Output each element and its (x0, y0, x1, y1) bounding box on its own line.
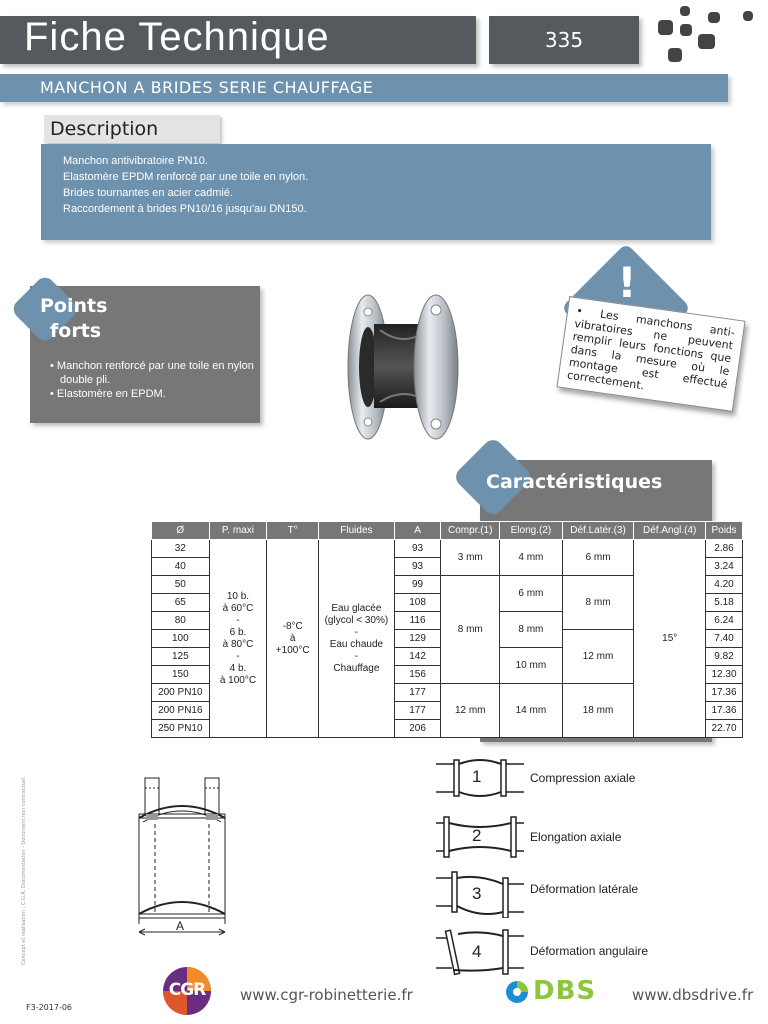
list-item: • Manchon renforcé par une toile en nylon double pli. (50, 360, 254, 386)
table-row: 32 10 b. à 60°C - 6 b. à 80°C - 4 b. à 100°C -8°C à +100°C Eau glacée (glycol < 30%) - Eau chaude - Chauffage 93 3 mm 4 mm 6 mm 15° 2.86 (152, 540, 743, 558)
website-cgr-link[interactable]: www.cgr-robinetterie.fr (240, 986, 413, 1004)
movement-label: Déformation latérale (530, 882, 639, 896)
table-row: 80 116 8 mm 6.24 (152, 612, 743, 630)
column-header: Déf.Angl.(4) (634, 522, 706, 540)
movement-number: 4 (472, 942, 482, 961)
product-subtitle: MANCHON A BRIDES SERIE CHAUFFAGE (40, 78, 374, 97)
column-header: Poids (706, 522, 743, 540)
column-header: Ø (152, 522, 210, 540)
column-header: P. maxi (209, 522, 267, 540)
movement-label: Elongation axiale (530, 830, 622, 844)
table-row: 100 129 12 mm 7.40 (152, 630, 743, 648)
reference-number: 335 (489, 16, 639, 64)
cgr-logo (162, 966, 212, 1016)
movement-label: Déformation angulaire (530, 944, 649, 958)
dimension-label: A (176, 919, 185, 933)
table-row: 200 PN16 177 17.36 (152, 702, 743, 720)
description-text (63, 153, 308, 217)
dbs-logo-text: DBS (533, 976, 597, 1006)
table-row: 150 156 12.30 (152, 666, 743, 684)
column-header: Compr.(1) (441, 522, 500, 540)
page-title: Fiche Technique (24, 15, 330, 59)
technical-drawing (125, 774, 235, 940)
pmaxi-cell: 10 b. à 60°C - 6 b. à 80°C - 4 b. à 100°C (209, 540, 267, 738)
dbs-logo (505, 978, 609, 1004)
description-line: Manchon antivibratoire PN10. (63, 155, 208, 167)
warning-icon: ! (617, 258, 637, 307)
table-row: 250 PN10 206 22.70 (152, 720, 743, 738)
movement-number: 2 (472, 826, 482, 845)
table-header-row (152, 522, 743, 540)
table-row: 200 PN10 177 12 mm 14 mm 18 mm 17.36 (152, 684, 743, 702)
side-note: Concept et réalisation : C.G.R. Documentation - Document non contractuel. (21, 776, 27, 965)
table-row: 50 99 8 mm 6 mm 8 mm 4.20 (152, 576, 743, 594)
website-dbs-link[interactable]: www.dbsdrive.fr (632, 986, 754, 1004)
product-photo (340, 290, 465, 445)
column-header: Elong.(2) (500, 522, 563, 540)
column-header: Déf.Latér.(3) (562, 522, 634, 540)
dbs-logo-icon (505, 980, 529, 1004)
points-forts-list (50, 359, 255, 401)
specifications-table (151, 521, 743, 738)
table-row: 65 108 5.18 (152, 594, 743, 612)
movement-label: Compression axiale (530, 771, 636, 785)
description-line: Elastomère EPDM renforcé par une toile en nylon. (63, 171, 309, 183)
list-item: • Elastomère en EPDM. (50, 388, 166, 400)
cgr-logo-text: CGR (168, 980, 206, 1000)
decorative-dots-icon (650, 4, 768, 68)
fluides-cell: Eau glacée (glycol < 30%) - Eau chaude - Chauffage (319, 540, 395, 738)
description-line: Raccordement à brides PN10/16 jusqu'au DN150. (63, 203, 307, 215)
description-line: Brides tournantes en acier cadmié. (63, 187, 233, 199)
column-header: Fluides (319, 522, 395, 540)
temperature-cell: -8°C à +100°C (267, 540, 319, 738)
table-row: 40 93 3.24 (152, 558, 743, 576)
movement-number: 3 (472, 884, 482, 903)
column-header: A (394, 522, 441, 540)
angle-cell: 15° (634, 540, 706, 738)
document-code: F3-2017-06 (26, 1003, 73, 1012)
table-row: 125 142 10 mm 9.82 (152, 648, 743, 666)
warning-note: • Les manchons anti-vibratoires ne peuvent remplir leurs fonctions que dans la mesure où le montage est effectué correctement. (556, 296, 745, 412)
caracteristiques-title: Caractéristiques (486, 471, 663, 493)
points-forts-title: Points forts (40, 295, 108, 342)
description-heading: Description (44, 115, 220, 143)
movement-number: 1 (472, 767, 482, 786)
column-header: T° (267, 522, 319, 540)
